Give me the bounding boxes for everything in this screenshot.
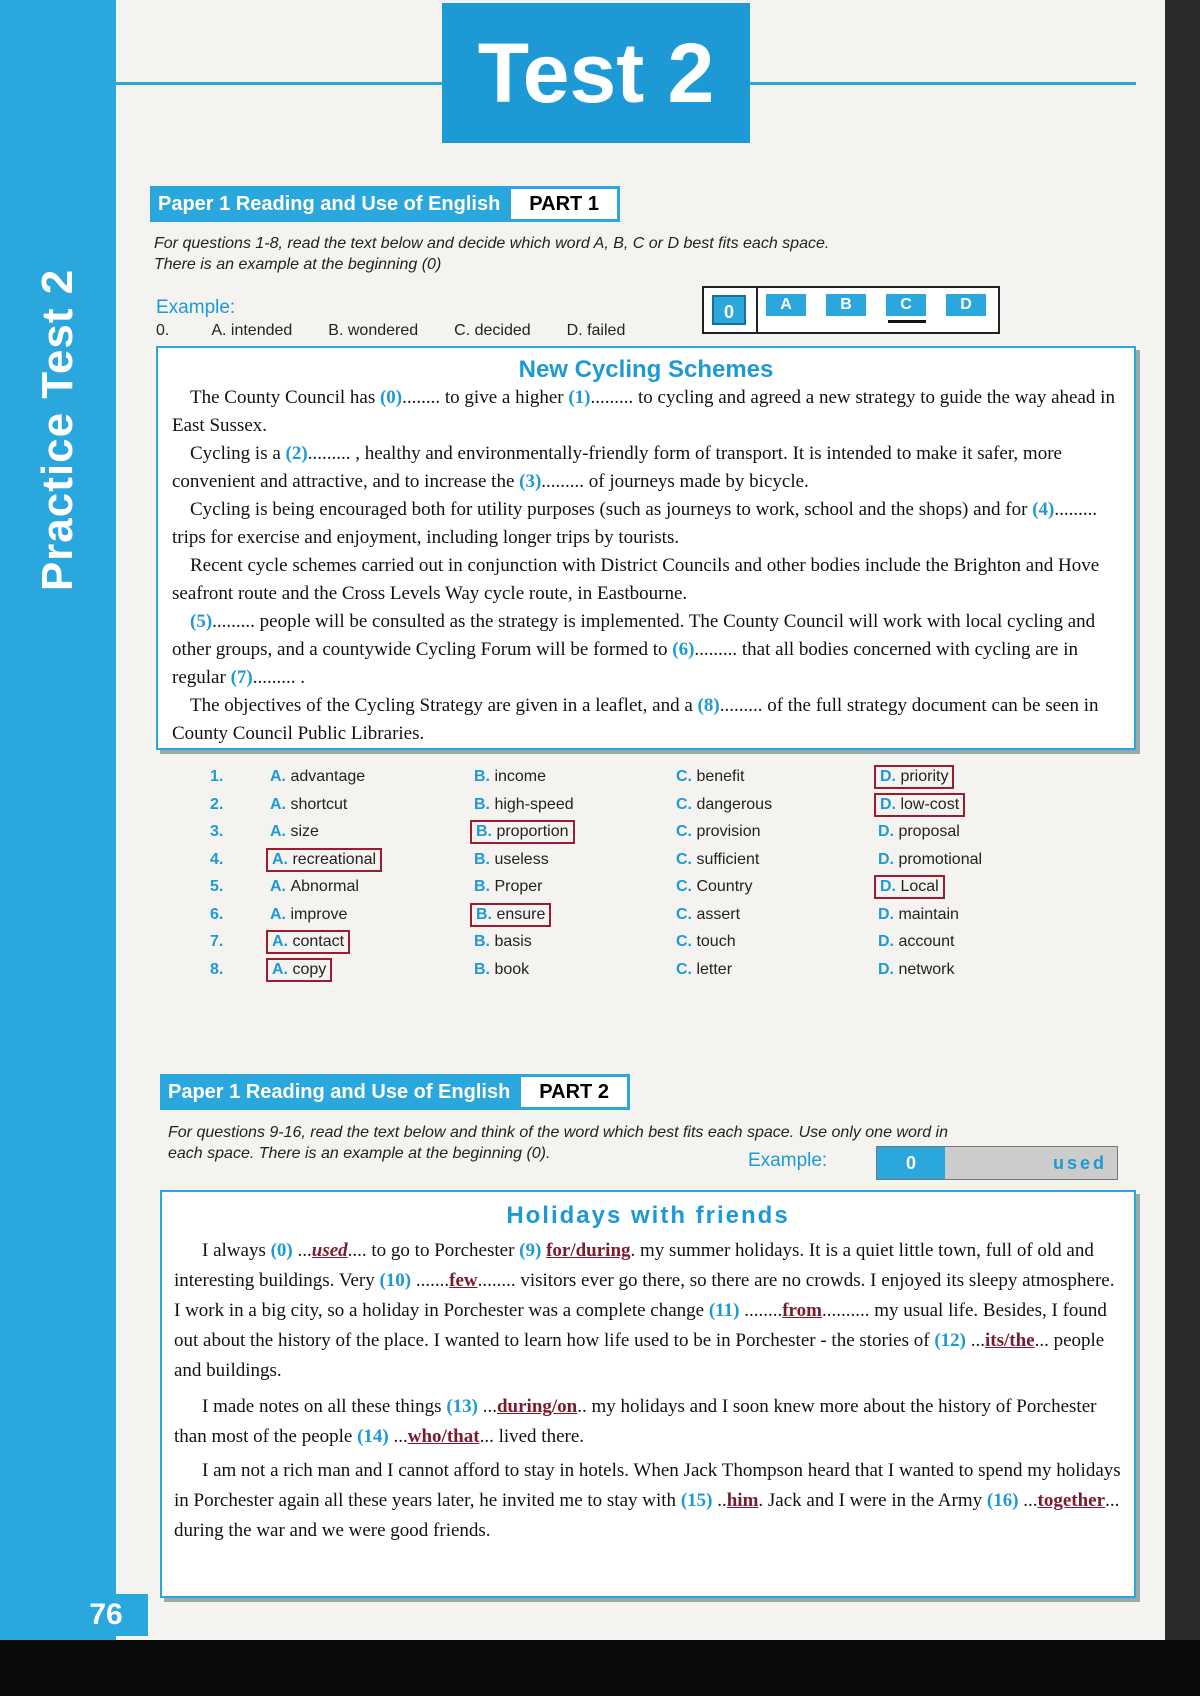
question-number: 7.: [210, 933, 224, 950]
part2-text-box: [160, 1190, 1136, 1598]
answer-11: from: [782, 1300, 822, 1321]
answer-0: used: [311, 1240, 348, 1261]
option-a[interactable]: A. improve: [270, 905, 348, 923]
example-answer-box: [702, 286, 1000, 334]
answer-box-number: 0: [712, 295, 746, 325]
option-b-selected[interactable]: B. proportion: [470, 820, 575, 844]
part1-text-box: [156, 346, 1136, 750]
paragraph: Cycling is being encouraged both for utility purposes (such as journeys to work, school and the shops) and for (4)......... trips for exercise and enjoyment, including longer trips by tourists.: [172, 499, 1098, 548]
example-label: Example:: [156, 297, 236, 318]
part2-instructions: For questions 9-16, read the text below and think of the word which best fits each space. Use only one word in each space. There is an example at the beginning (0).: [168, 1124, 948, 1162]
question-number: (7): [230, 667, 253, 688]
next-page-edge: [1165, 0, 1200, 1640]
option-c[interactable]: C. Country: [676, 878, 753, 895]
option-c[interactable]: C. benefit: [676, 768, 745, 785]
option-c[interactable]: C. dangerous: [676, 795, 773, 813]
part2-text: [174, 1236, 1122, 1546]
part1-instructions: For questions 1-8, read the text below and decide which word A, B, C or D best fits each space. There is an example at the beginning (0): [154, 235, 830, 273]
paragraph: I always (0) ...used.... to go to Porchester (9) for/during. my summer holidays. It is a quiet little town, full of old and interesting buildings. Very (10) .......few........ visitors ever go there, so there are no crowds. I enjoyed its sleepy atmosphere. I work in a big city, so a holiday in Porchester was a complete change (11) ........from.......... my usual life. Besides, I found out about the history of the place. I wanted to learn how life used to be in Porchester - the stories of (12) ...its/the... people and buildings.: [174, 1240, 1115, 1381]
paragraph: The objectives of the Cycling Strategy are given in a leaflet, and a (8)......... of the full strategy document can be seen in County Council Public Libraries.: [172, 695, 1099, 744]
question-number: (0): [379, 387, 403, 408]
option-row: [210, 823, 1070, 850]
question-number: 2.: [210, 795, 224, 813]
option-c[interactable]: C. sufficient: [676, 850, 760, 868]
option-d-selected[interactable]: D. priority: [874, 765, 954, 789]
option-c[interactable]: C. provision: [676, 823, 761, 840]
question-number: 4.: [210, 850, 224, 868]
background-edge: [0, 1640, 1200, 1696]
option-row: [210, 851, 1070, 878]
answer-13: during/on: [496, 1396, 578, 1417]
option-d[interactable]: D. maintain: [878, 905, 959, 923]
answer-12: its/the: [984, 1330, 1035, 1351]
question-number: (4): [1032, 499, 1055, 520]
part2-header: [160, 1074, 630, 1110]
answer-16: together: [1037, 1490, 1106, 1511]
text-title: Holidays with friends: [506, 1202, 790, 1229]
question-number: (6): [672, 639, 695, 660]
option-row: [210, 961, 1070, 988]
paragraph: (5)......... people will be consulted as the strategy is implemented. The County Council will work with local cycling and other groups, and a countywide Cycling Forum will be formed to (6)......... that all bodies concerned with cycling are in regular (7)......... .: [172, 611, 1096, 688]
option-c[interactable]: C. touch: [676, 933, 736, 950]
option-b[interactable]: B. book: [474, 960, 530, 978]
text-title: New Cycling Schemes: [518, 356, 774, 383]
paper-label: Paper 1 Reading and Use of English: [160, 1074, 518, 1110]
question-number: 5.: [210, 878, 224, 895]
sidebar: [0, 0, 116, 1640]
question-number: (8): [697, 695, 720, 716]
question-number: 3.: [210, 823, 224, 840]
option-c[interactable]: C. letter: [676, 960, 733, 978]
example-row: 0. A. intended B. wondered C. decided D. failed: [156, 322, 626, 339]
example-answer-box: [876, 1146, 1118, 1180]
option-row: [210, 878, 1070, 905]
page-title: Test 2: [442, 3, 750, 143]
page-number: 76: [64, 1594, 148, 1636]
option-a-selected[interactable]: A. copy: [266, 958, 332, 982]
part-label: PART 2: [518, 1074, 630, 1110]
option-row: [210, 768, 1070, 795]
question-number: 8.: [210, 960, 224, 978]
option-c: C: [886, 294, 926, 316]
paragraph: The County Council has (0)........ to give a higher (1)......... to cycling and agreed a new strategy to guide the way ahead in East Sussex.: [172, 387, 1115, 436]
option-d-selected[interactable]: D. low-cost: [874, 793, 965, 817]
answer-14: who/that: [407, 1426, 480, 1447]
paragraph: Recent cycle schemes carried out in conjunction with District Councils and other bodies include the Brighton and Hove seafront route and the Cross Levels Way cycle route, in Eastbourne.: [172, 555, 1100, 604]
option-b[interactable]: B. income: [474, 768, 547, 785]
part1-header: [150, 186, 620, 222]
option-a[interactable]: A. shortcut: [270, 795, 348, 813]
option-b-selected[interactable]: B. ensure: [470, 903, 551, 927]
option-row: [210, 906, 1070, 933]
option-d[interactable]: D. network: [878, 960, 955, 978]
question-number: 1.: [210, 768, 224, 785]
option-d[interactable]: D. account: [878, 933, 955, 950]
question-number: (3): [519, 471, 542, 492]
option-a[interactable]: A. Abnormal: [270, 878, 359, 895]
part-label: PART 1: [508, 186, 620, 222]
option-b[interactable]: B. basis: [474, 933, 532, 950]
option-b[interactable]: B. Proper: [474, 878, 543, 895]
option-b[interactable]: B. high-speed: [474, 795, 574, 813]
paragraph: I made notes on all these things (13) ...during/on.. my holidays and I soon knew more about the history of Porchester than most of the people (14) ...who/that... lived there.: [174, 1396, 1097, 1447]
option-b: B: [826, 294, 866, 316]
option-a[interactable]: A. advantage: [270, 768, 366, 785]
question-number: (5): [190, 611, 213, 632]
side-label: Practice Test 2: [33, 268, 82, 592]
option-d[interactable]: D. proposal: [878, 823, 960, 840]
example-word: used: [1052, 1153, 1107, 1173]
option-d: D: [946, 294, 986, 316]
answer-9: for/during: [546, 1240, 631, 1261]
option-a-selected[interactable]: A. contact: [266, 930, 350, 954]
part1-text: [172, 384, 1120, 748]
option-d-selected[interactable]: D. Local: [874, 875, 945, 899]
question-number: (1): [568, 387, 591, 408]
option-d[interactable]: D. promotional: [878, 850, 983, 868]
option-c[interactable]: C. assert: [676, 905, 741, 923]
answer-15: him: [726, 1490, 759, 1511]
answer-10: few: [449, 1270, 478, 1291]
example-number: 0: [877, 1147, 945, 1179]
question-number: (2): [285, 443, 308, 464]
option-a: A: [766, 294, 806, 316]
option-b[interactable]: B. useless: [474, 850, 549, 868]
option-row: [210, 796, 1070, 823]
paper-label: Paper 1 Reading and Use of English: [150, 186, 508, 222]
option-a[interactable]: A. size: [270, 823, 319, 840]
paragraph: Cycling is a (2)......... , healthy and environmentally-friendly form of transport. It is intended to make it safer, more convenient and attractive, and to increase the (3)......... of journeys made by bicycle.: [172, 443, 1062, 492]
question-number: 6.: [210, 905, 224, 923]
example-label: Example:: [748, 1150, 828, 1171]
option-a-selected[interactable]: A. recreational: [266, 848, 382, 872]
option-row: [210, 933, 1070, 960]
selected-mark: [888, 320, 926, 323]
paragraph: I am not a rich man and I cannot afford to stay in hotels. When Jack Thompson heard that I wanted to spend my holidays in Porchester again all these years later, he invited me to stay with (15) ..him. Jack and I were in the Army (16) ...together... during the war and we were good friends.: [174, 1460, 1121, 1541]
